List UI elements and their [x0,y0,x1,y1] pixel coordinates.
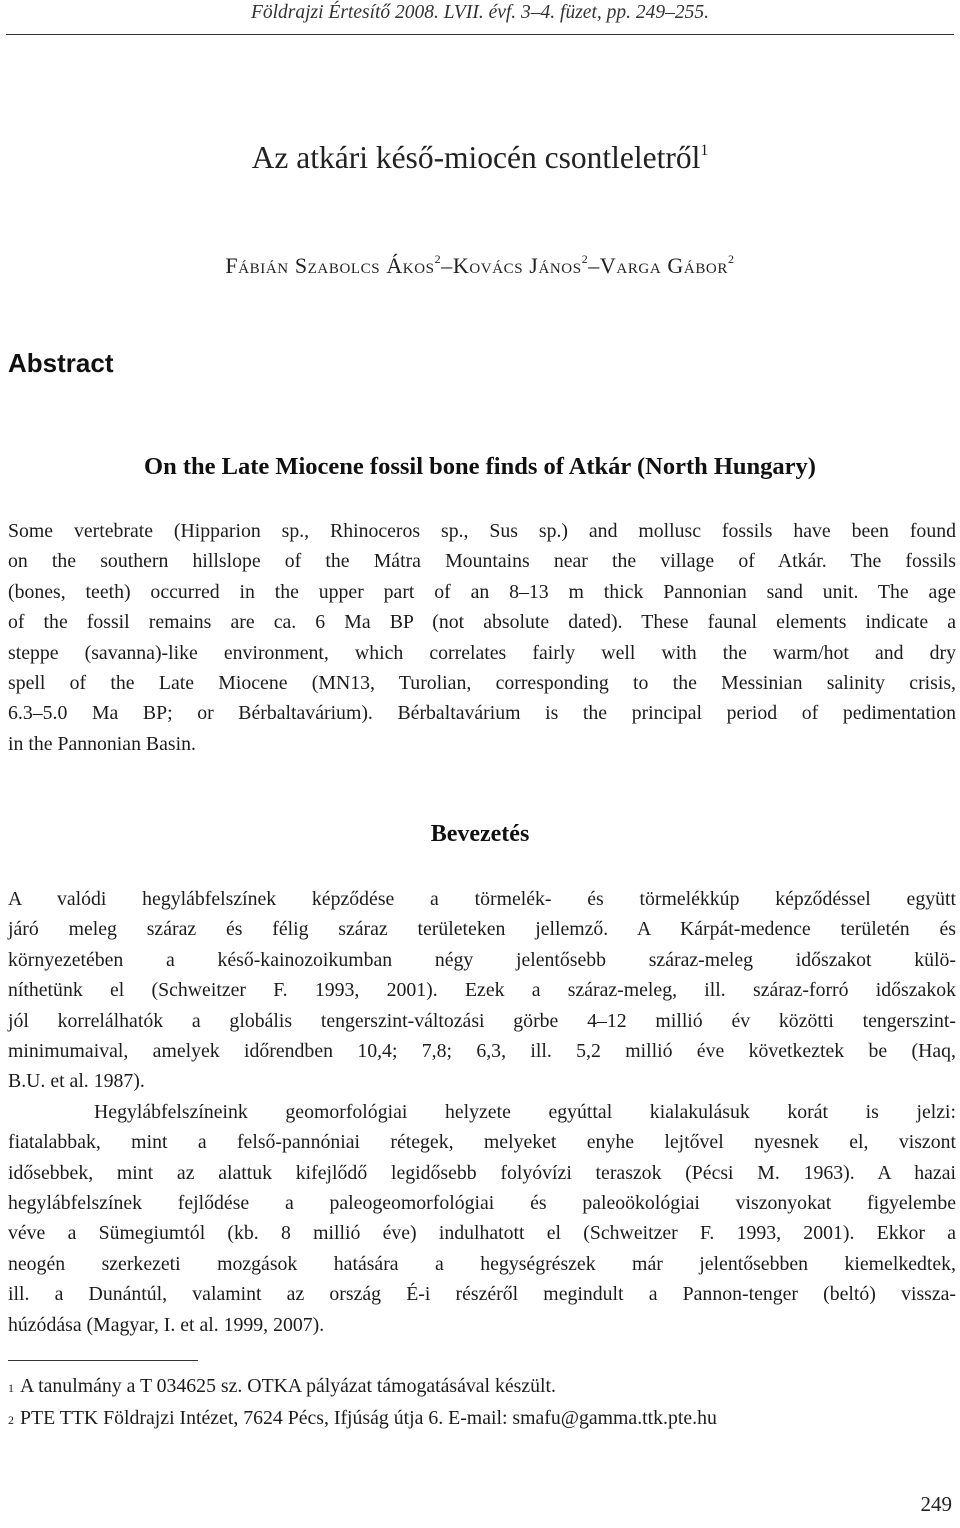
footnote-text: PTE TTK Földrajzi Intézet, 7624 Pécs, Ifjúság útja 6. E-mail: smafu@gamma.ttk.pte.hu [20,1407,717,1429]
body-line: minimumaival, amelyek időrendben 10,4; 7,8; 6,3, ill. 5,2 millió éve következtek be (Haq, [8,1040,956,1063]
abstract-line: in the Pannonian Basin. [8,732,196,755]
running-head: Földrajzi Értesítő 2008. LVII. évf. 3–4. füzet, pp. 249–255. [250,2,710,23]
body-line: környezetében a késő-kainozoikumban négy jelentősebb száraz-meleg időszakot külö- [8,948,956,971]
body-line: húzódása (Magyar, I. et al. 1999, 2007). [8,1313,325,1336]
body-line: ill. a Dunántúl, valamint az ország É-i részéről megindult a Pannon-tenger (beltó) vissza- [8,1283,956,1306]
abstract-body [8,516,956,759]
body-line: véve a Sümegiumtól (kb. 8 millió éve) indulhatott el (Schweitzer F. 1993, 2001). Ekkor a [8,1222,956,1245]
body-line: hegylábfelszínek fejlődése a paleogeomorfológiai és paleoökológiai viszonyokat figyelembe [8,1192,956,1215]
abstract-line: 6.3–5.0 Ma BP; or Bérbaltavárium). Bérbaltavárium is the principal period of pedimentation [8,702,956,725]
author-name: Kovács János [452,253,582,278]
section-heading: Bevezetés [430,821,530,847]
article-title [0,140,960,176]
author-name: Varga Gábor [599,253,728,278]
abstract-line: steppe (savanna)-like environment, which correlates fairly well with the warm/hot and dry [8,641,956,664]
footnote-mark: 2 [8,1413,14,1427]
footnote-rule [8,1360,198,1361]
footnote-mark: 1 [8,1381,14,1395]
author-list: Fábián Szabolcs Ákos$^2$–Kovács János$^2$–Varga Gábor$^2$ [225,252,735,278]
abstract-line: of the fossil remains are ca. 6 Ma BP (not absolute dated). These faunal elements indicate a [8,611,956,634]
author-name: Fábián Szabolcs Ákos [225,253,435,278]
body-line: Hegylábfelszíneink geomorfológiai helyzete egyúttal kialakulásuk korát is jelzi: [94,1100,956,1123]
abstract-line: on the southern hillslope of the Mátra Mountains near the village of Atkár. The fossils [8,550,956,573]
footnote-item [8,1402,956,1434]
header-rule [6,34,954,35]
author-affiliation-mark: 2 [581,252,589,266]
body-line: níthetünk el (Schweitzer F. 1993, 2001). Ezek a száraz-meleg, ill. száraz-forró időszakok [8,979,956,1002]
body-line: fiatalabbak, mint a felső-pannóniai rétegek, melyeket enyhe lejtővel nyesnek el, viszont [8,1131,956,1154]
body-line: járó meleg száraz és félig száraz területeken jellemző. A Kárpát-medence területén és [8,918,956,941]
footnote-item [8,1370,956,1402]
article-title-text: Az atkári késő-miocén csontleletről [251,140,701,175]
abstract-line: (bones, teeth) occurred in the upper part of an 8–13 m thick Pannonian sand unit. The age [8,580,956,603]
page-number: 249 [920,1492,952,1516]
body-line: neogén szerkezeti mozgások hatására a hegységrészek már jelentősebben kiemelkedtek, [8,1252,956,1275]
title-footnote-mark: 1 [700,142,709,159]
abstract-heading: Abstract [8,348,114,378]
body-line: A valódi hegylábfelszínek képződése a törmelék- és törmelékkúp képződéssel együtt [8,888,956,910]
body-line: B.U. et al. 1987). [8,1070,145,1093]
author-affiliation-mark: 2 [727,252,735,266]
english-title: On the Late Miocene fossil bone finds of Atkár (North Hungary) [144,453,816,480]
abstract-line: spell of the Late Miocene (MN13, Turolian, corresponding to the Messinian salinity crisis, [8,672,956,695]
footnote-text: A tanulmány a T 034625 sz. OTKA pályázat támogatásával készült. [20,1375,556,1397]
abstract-line: Some vertebrate (Hipparion sp., Rhinoceros sp., Sus sp.) and mollusc fossils have been found [8,520,956,542]
section-body [8,884,956,1340]
body-line: idősebbek, mint az alattuk kifejlődő legidősebb folyóvízi teraszok (Pécsi M. 1963). A hazai [8,1161,956,1184]
author-affiliation-mark: 2 [434,252,442,266]
footnotes [8,1370,956,1434]
body-line: jól korrelálhatók a globális tengerszint-változási görbe 4–12 millió év közötti tengerszint- [8,1009,956,1032]
